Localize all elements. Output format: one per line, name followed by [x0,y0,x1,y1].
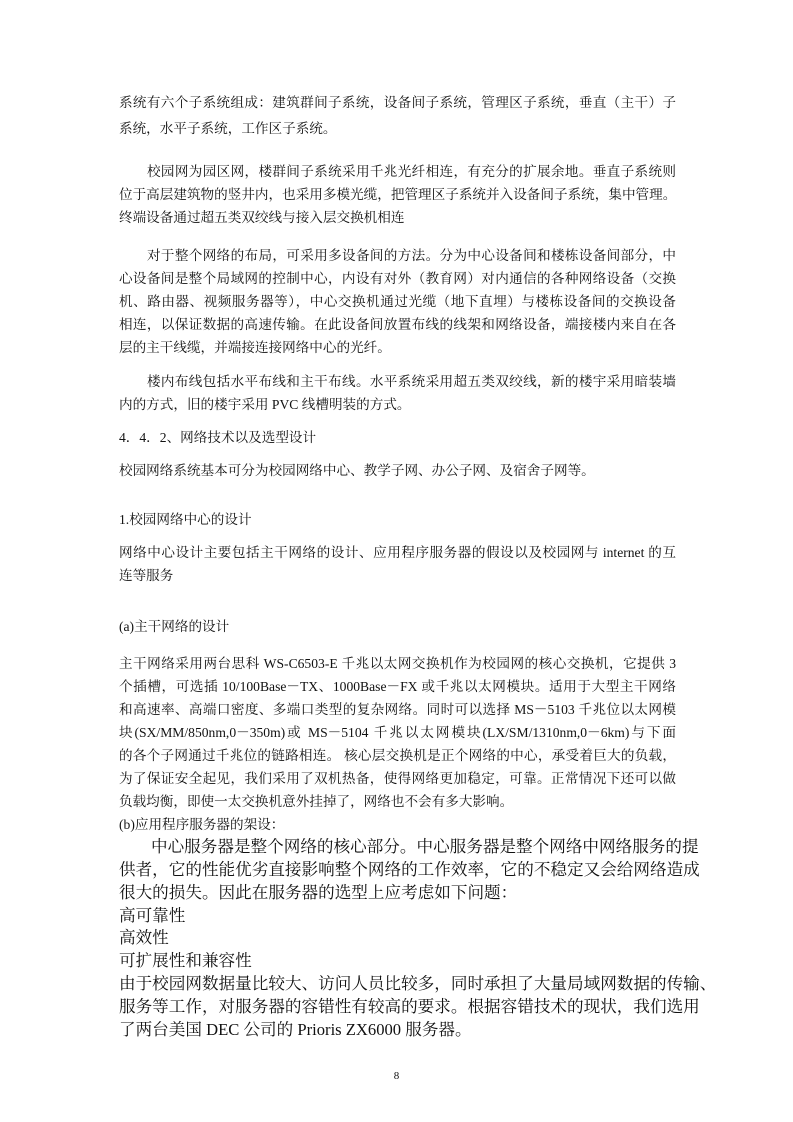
paragraph-server-line: 很大的损失。因此在服务器的选型上应考虑如下问题： [119,883,518,902]
list-item-efficiency-line: 高效性 [119,928,169,947]
paragraph-subsystems-line: 系统有六个子系统组成：建筑群间子系统，设备间子系统，管理区子系统，垂直（主干）子 [119,95,676,110]
paragraph-campus-network-line: 位于高层建筑物的竖井内，也采用多模光缆，把管理区子系统并入设备间子系统，集中管理。 [119,187,677,202]
paragraph-center-design-line: 连等服务 [119,568,174,583]
paragraph-cabling-line: 内的方式，旧的楼宇采用 PVC 线槽明装的方式。 [119,397,411,412]
heading-backbone-line: (a)主干网络的设计 [119,619,230,634]
paragraph-backbone-line: 负载均衡，即使一太交换机意外挂掉了，网络也不会有多大影响。 [119,794,514,809]
paragraph-subsystems-line: 系统，水平子系统，工作区子系统。 [119,121,337,136]
paragraph-layout-line: 机、路由器、视频服务器等），中心交换机通过光缆（地下直埋）与楼栋设备间的交换设备 [119,294,676,309]
paragraph-server-choice-line: 了两台美国 DEC 公司的 Prioris ZX6000 服务器。 [119,1020,472,1039]
paragraph-backbone-line: 为了保证安全起见，我们采用了双机热备，使得网络更加稳定，可靠。正常情况下还可以做 [119,771,676,786]
paragraph-center-design-line: 网络中心设计主要包括主干网络的设计、应用程序服务器的假设以及校园网与 internet 的互 [119,545,676,560]
paragraph-backbone-line: 的各个子网通过千兆位的链路相连。 核心层交换机是正个网络的中心，承受着巨大的负载， [119,748,676,763]
paragraph-backbone-line: 主干网络采用两台思科 WS-C6503-E 千兆以太网交换机作为校园网的核心交换机，它提供 3 [119,656,676,671]
paragraph-campus-network-line: 终端设备通过超五类双绞线与接入层交换机相连 [119,210,405,225]
section-heading-442-line: 4．4．2、网络技术以及选型设计 [119,430,317,445]
paragraph-backbone-line: 块(SX/MM/850nm,0－350m)或 MS－5104 千兆以太网模块(LX/SM/1310nm,0－6km)与下面 [119,725,676,740]
page-number: 8 [393,1070,400,1082]
paragraph-server-line: 供者，它的性能优劣直接影响整个网络的工作效率，它的不稳定又会给网络造成 [119,860,700,879]
paragraph-backbone-line: 和高速率、高端口密度、多端口类型的复杂网络。同时可以选择 MS－5103 千兆位以太网模 [119,702,676,717]
paragraph-server-line: 中心服务器是整个网络的核心部分。中心服务器是整个网络中网络服务的提 [151,837,699,856]
paragraph-layout-line: 相连，以保证数据的高速传输。在此设备间放置布线的线架和网络设备，端接楼内来自在各 [119,317,676,332]
paragraph-backbone-line: 个插槽，可选插 10/100Base－TX、1000Base－FX 或千兆以太网模块。适用于大型主干网络 [119,679,676,694]
list-item-reliability-line: 高可靠性 [119,906,186,925]
paragraph-server-choice-line: 服务等工作，对服务器的容错性有较高的要求。根据容错技术的现状，我们选用 [119,997,700,1016]
paragraph-cabling-line: 楼内布线包括水平布线和主干布线。水平系统采用超五类双绞线，新的楼宇采用暗装墙 [147,374,676,389]
paragraph-layout-line: 对于整个网络的布局，可采用多设备间的方法。分为中心设备间和楼栋设备间部分，中 [147,248,676,263]
paragraph-server-choice-line: 由于校园网数据量比较大、访问人员比较多，同时承担了大量局域网数据的传输、 [119,974,717,993]
paragraph-subnets-line: 校园网络系统基本可分为校园网络中心、教学子网、办公子网、及宿舍子网等。 [119,463,595,478]
heading-network-center-line: 1.校园网络中心的设计 [119,512,252,527]
paragraph-campus-network-line: 校园网为园区网，楼群间子系统采用千兆光纤相连，有充分的扩展余地。垂直子系统则 [147,164,676,179]
list-item-scalability-line: 可扩展性和兼容性 [119,951,252,970]
paragraph-layout-line: 心设备间是整个局域网的控制中心，内设有对外（教育网）对内通信的各种网络设备（交换 [119,271,676,286]
paragraph-layout-line: 层的主干线缆，并端接连接网络中心的光纤。 [119,340,391,355]
heading-app-server-line: (b)应用程序服务器的架设： [119,817,285,832]
